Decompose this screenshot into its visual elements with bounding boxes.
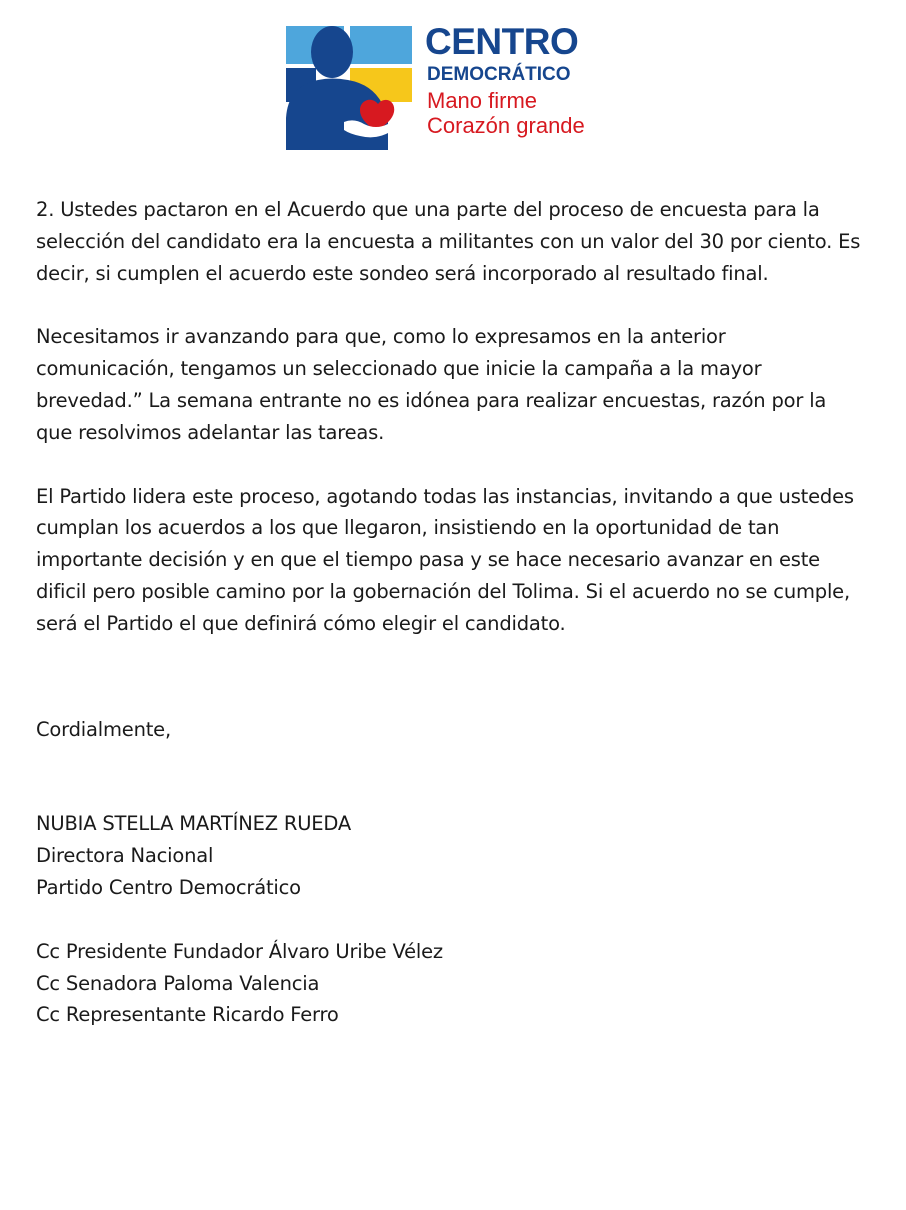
letter-body [36,194,866,1031]
brand-name: CENTRO [425,21,579,62]
slogan-line-2: Corazón grande [427,113,585,138]
paragraph-1: 2. Ustedes pactaron en el Acuerdo que una parte del proceso de encuesta para la selección del candidato era la encuesta a militantes con un valor del 30 por ciento. Es decir, si cumplen el acuerdo este sondeo será incorporado al resultado final. [36,198,861,285]
slogan-line-1: Mano firme [427,88,538,113]
paragraph-2: Necesitamos ir avanzando para que, como lo expresamos en la anterior comunicación, tengamos un seleccionado que inicie la campaña a la mayor brevedad.” La semana entrante no es idónea para realizar encuestas, razón por la que resolvimos adelantar las tareas. [36,325,827,444]
closing: Cordialmente, [36,717,171,741]
party-logo [284,22,620,152]
signature-title: Directora Nacional [36,844,214,868]
brand-subname: DEMOCRÁTICO [427,64,571,85]
paragraph-3: El Partido lidera este proceso, agotando todas las instancias, invitando a que ustedes cumplan los acuerdos a los que llegaron, insistiendo en la oportunidad de tan importante decisión y en que el tiempo pasa y se hace necesario avanzar en este dificil pero posible camino por la gobernación del Tolima. Si el acuerdo no se cumple, será el Partido el que definirá cómo elegir el candidato. [36,484,854,635]
signature-organization: Partido Centro Democrático [36,875,301,899]
party-logo-icon [284,22,416,150]
signature-name: NUBIA STELLA MARTÍNEZ RUEDA [36,812,352,836]
cc-line: Cc Presidente Fundador Álvaro Uribe Vélez [36,939,443,963]
cc-line: Cc Representante Ricardo Ferro [36,1003,339,1027]
cc-line: Cc Senadora Paloma Valencia [36,971,320,995]
